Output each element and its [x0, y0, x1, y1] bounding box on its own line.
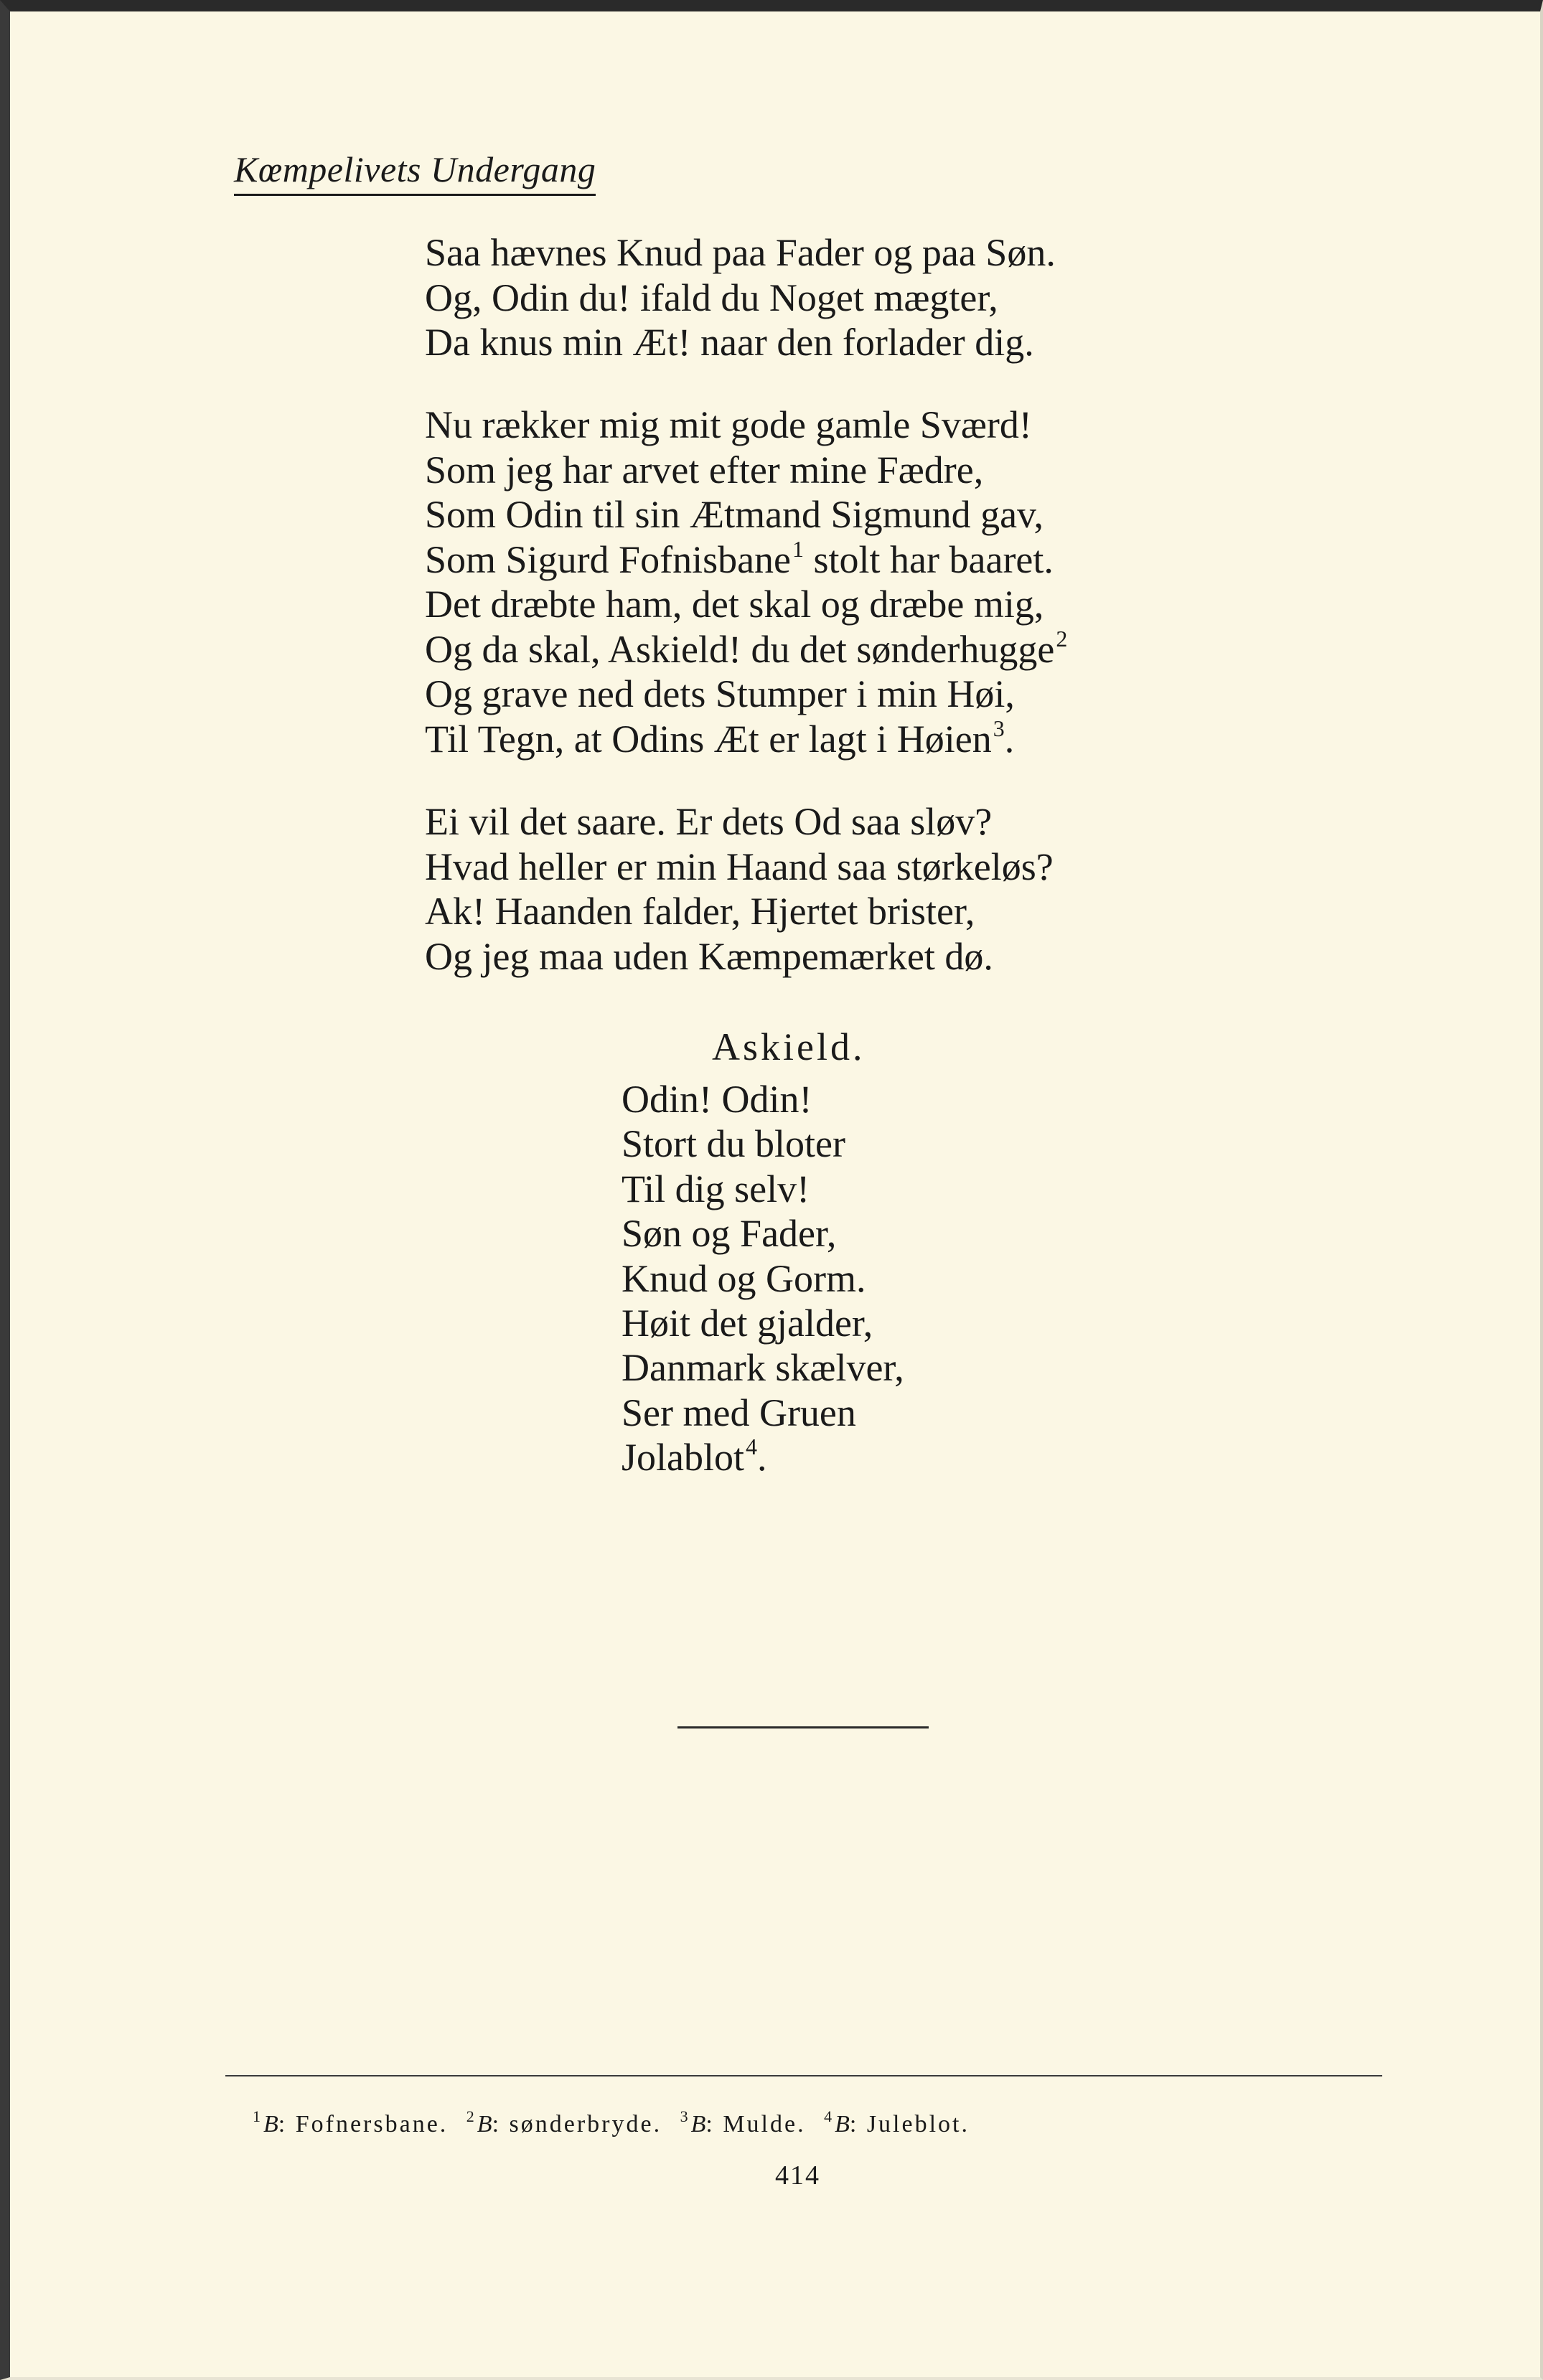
- verse-line: Danmark skælver,: [622, 1346, 904, 1390]
- stanza-3: [425, 799, 1054, 979]
- verse-line: Nu rækker mig mit gode gamle Sværd!: [425, 403, 1032, 446]
- page-number: 414: [775, 2160, 820, 2191]
- footnote-ref[interactable]: 1: [792, 535, 805, 562]
- verse-line: Som jeg har arvet efter mine Fædre,: [425, 448, 984, 491]
- speaker-name: Askield.: [712, 1025, 866, 1068]
- verse-line: Til Tegn, at Odins Æt er lagt i Høien$^3$.: [425, 715, 1015, 761]
- verse-line: Knud og Gorm.: [622, 1256, 866, 1300]
- verse-line: Hvad heller er min Haand saa størkeløs?: [425, 845, 1054, 888]
- verse-line: Og, Odin du! ifald du Noget mægter,: [425, 276, 998, 319]
- verse-line: Saa hævnes Knud paa Fader og paa Søn.: [425, 231, 1056, 274]
- footnotes: [253, 2099, 980, 2142]
- verse-line: Ak! Haanden falder, Hjertet brister,: [425, 890, 975, 933]
- section-end-rule: [677, 1726, 929, 1728]
- verse-line: Ser med Gruen: [622, 1391, 856, 1434]
- footnote-divider: [225, 2075, 1382, 2076]
- running-header: Kœmpelivets Undergang: [234, 148, 596, 196]
- verse-line: Høit det gjalder,: [622, 1302, 873, 1345]
- verse-line: Som Sigurd Fofnisbane$^1$ stolt har baaret.: [425, 535, 1054, 581]
- verse-line: Søn og Fader,: [622, 1212, 837, 1256]
- footnote-3: $^3$ B: Mulde.: [680, 2107, 806, 2137]
- footnote-ref[interactable]: 2: [1056, 625, 1068, 652]
- footnote-4: $^4$ B: Juleblot.: [824, 2107, 970, 2137]
- verse-line: Ei vil det saare. Er dets Od saa sløv?: [425, 800, 993, 843]
- askield-verse: [622, 1077, 904, 1480]
- stanza-2: [425, 403, 1067, 761]
- verse-line: Til dig selv!: [622, 1167, 810, 1210]
- footnote-1: $^1$ B: Fofnersbane.: [253, 2107, 449, 2137]
- verse-line: Odin! Odin!: [622, 1078, 812, 1121]
- verse-line: Det dræbte ham, det skal og dræbe mig,: [425, 583, 1044, 626]
- footnote-ref[interactable]: 4: [746, 1434, 757, 1460]
- verse-line: Og jeg maa uden Kæmpemærket dø.: [425, 934, 993, 978]
- verse-line: Og da skal, Askield! du det sønderhugge$^2$: [425, 625, 1068, 671]
- verse-line: Da knus min Æt! naar den forlader dig.: [425, 321, 1034, 364]
- verse-line: Stort du bloter: [622, 1122, 845, 1166]
- verse-line: Og grave ned dets Stumper i min Høi,: [425, 672, 1015, 715]
- verse-line: Som Odin til sin Ætmand Sigmund gav,: [425, 493, 1044, 536]
- verse-line: Jolablot$^4$.: [622, 1434, 767, 1480]
- stanza-1: [425, 230, 1056, 365]
- footnote-2: $^2$ B: sønderbryde.: [466, 2107, 662, 2137]
- footnote-ref[interactable]: 3: [993, 715, 1005, 741]
